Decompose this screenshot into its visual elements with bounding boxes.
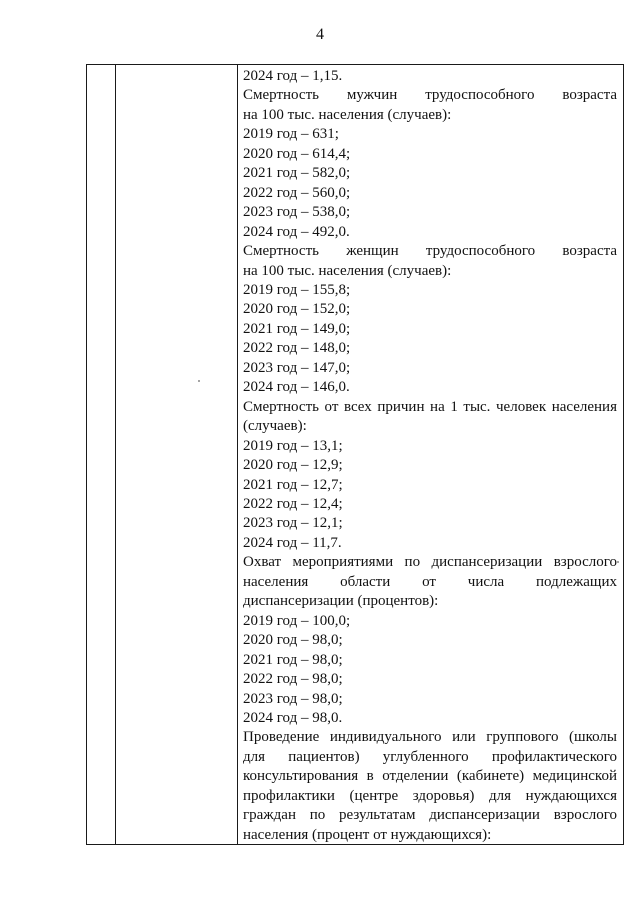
text-line: 2023 год – 147,0; (243, 359, 351, 376)
text-line: 2024 год – 146,0. (243, 379, 350, 396)
text-line: 2020 год – 614,4; (243, 145, 351, 162)
text-line: Смертность мужчин трудоспособного возраста (243, 87, 617, 104)
text-line: (случаев): (243, 418, 307, 435)
text-line: населения (процент от нуждающихся): (243, 826, 492, 843)
text-line: на 100 тыс. населения (случаев): (243, 262, 452, 279)
text-line: для пациентов) углубленного профилактического (243, 748, 617, 765)
text-line: 2024 год – 1,15. (243, 68, 343, 84)
text-line: 2022 год – 12,4; (243, 495, 343, 512)
table-column-divider (115, 65, 116, 845)
text-line: 2020 год – 152,0; (243, 301, 351, 318)
text-line: Смертность женщин трудоспособного возраста (243, 243, 617, 260)
text-line: профилактики (центре здоровья) для нуждающихся (243, 787, 617, 804)
text-line: 2024 год – 98,0. (243, 709, 343, 726)
text-line: 2023 год – 12,1; (243, 515, 343, 532)
text-line: населения области от числа подлежащих (243, 573, 617, 590)
text-line: на 100 тыс. населения (случаев): (243, 106, 452, 123)
text-line: 2021 год – 149,0; (243, 320, 351, 337)
text-line: 2022 год – 560,0; (243, 184, 351, 201)
page-number: 4 (316, 26, 324, 43)
text-line: 2021 год – 12,7; (243, 476, 343, 493)
text-line: 2023 год – 538,0; (243, 204, 351, 221)
text-line: 2023 год – 98,0; (243, 690, 343, 707)
table-cell-content (243, 67, 617, 845)
table-column-divider (237, 65, 238, 845)
scan-speck (617, 561, 619, 563)
text-line: консультирования в отделении (кабинете) медицинской (243, 768, 617, 785)
text-line: Охват мероприятиями по диспансеризации взрослого (243, 554, 617, 571)
scan-speck (198, 380, 200, 382)
text-line: 2021 год – 98,0; (243, 651, 343, 668)
document-table (86, 64, 624, 845)
text-line: 2024 год – 492,0. (243, 223, 350, 240)
text-line: 2022 год – 148,0; (243, 340, 351, 357)
text-line: 2022 год – 98,0; (243, 671, 343, 688)
text-line: 2020 год – 98,0; (243, 632, 343, 649)
text-line: граждан по результатам диспансеризации взрослого (243, 807, 617, 824)
text-line: Смертность от всех причин на 1 тыс. человек населения (243, 398, 617, 415)
text-line: 2021 год – 582,0; (243, 165, 351, 182)
text-line: 2019 год – 631; (243, 126, 339, 143)
text-line: 2024 год – 11,7. (243, 534, 342, 551)
text-line: 2019 год – 13,1; (243, 437, 343, 454)
text-line: Проведение индивидуального или группового (школы (243, 729, 617, 746)
table-bottom-border (86, 844, 624, 845)
text-line: диспансеризации (процентов): (243, 593, 439, 610)
text-line: 2019 год – 155,8; (243, 281, 351, 298)
text-line: 2020 год – 12,9; (243, 457, 343, 474)
text-line: 2019 год – 100,0; (243, 612, 351, 629)
